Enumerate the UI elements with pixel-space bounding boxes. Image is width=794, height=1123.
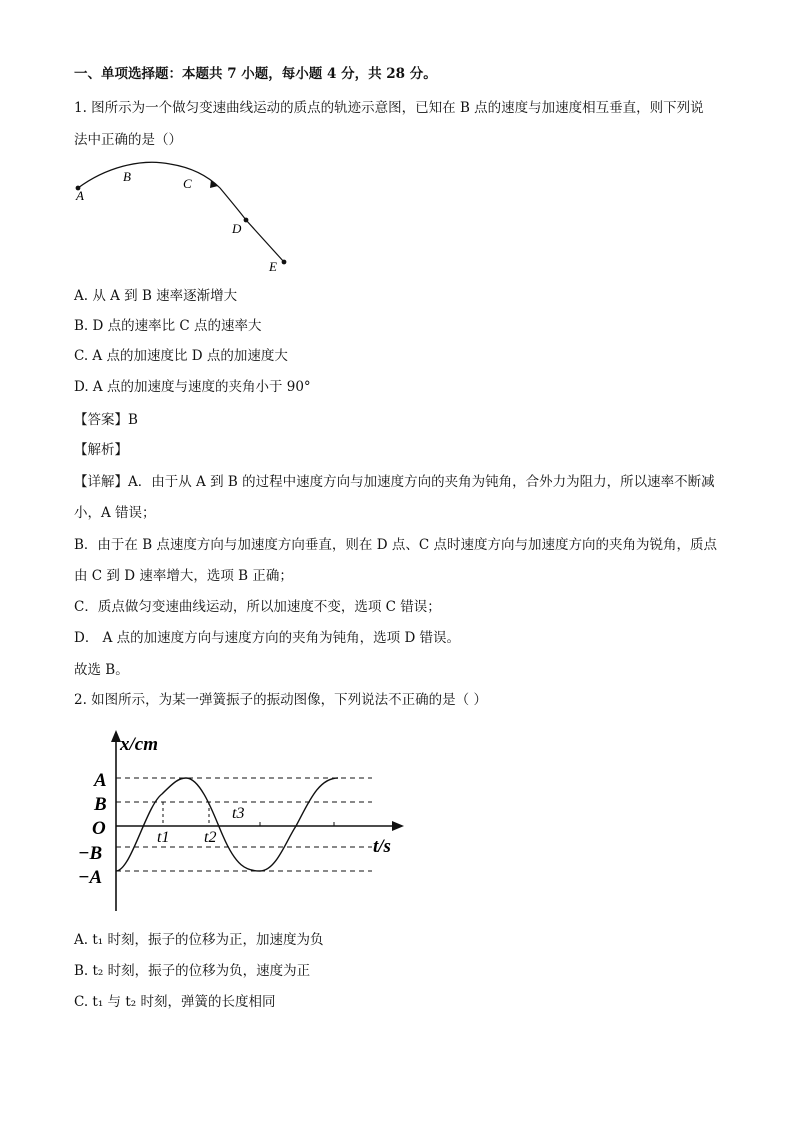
q1-detail-line1: 【详解】A．由于从 A 到 B 的过程中速度方向与加速度方向的夹角为钝角，合外力为阻力，所以速率不断减 — [74, 474, 715, 490]
point-b-label: B — [123, 169, 131, 184]
q1-option-b: B. D 点的速率比 C 点的速率大 — [74, 318, 262, 334]
q1-option-a: A. 从 A 到 B 速率逐渐增大 — [74, 288, 238, 304]
y-label-neg-a: −A — [78, 867, 103, 888]
trajectory-figure — [70, 150, 300, 275]
point-d-label: D — [232, 221, 242, 236]
q2-option-b: B. t₂ 时刻，振子的位移为负，速度为正 — [74, 963, 311, 979]
q1-analysis-label: 【解析】 — [74, 442, 128, 458]
q2-stem: 2. 如图所示，为某一弹簧振子的振动图像，下列说法不正确的是（ ） — [74, 692, 487, 708]
q1-stem-line1: 1. 图所示为一个做匀变速曲线运动的质点的轨迹示意图，已知在 B 点的速度与加速度相互垂直，则下列说 — [74, 100, 704, 116]
section-title: 一、单项选择题：本题共 7 小题，每小题 4 分，共 28 分。 — [74, 66, 437, 82]
y-label-a: A — [94, 770, 107, 791]
vibration-graph — [76, 726, 416, 916]
x-axis-label: t/s — [373, 836, 391, 857]
point-c-label: C — [183, 176, 192, 191]
q1-detail-line4: 由 C 到 D 速率增大，选项 B 正确； — [74, 568, 293, 584]
q1-detail-line5: C．质点做匀变速曲线运动，所以加速度不变，选项 C 错误； — [74, 599, 441, 615]
y-label-o: O — [92, 818, 106, 839]
point-d-dot — [244, 218, 249, 223]
x-axis-arrow — [392, 821, 404, 831]
point-a-label: A — [76, 188, 84, 203]
y-label-b: B — [94, 794, 107, 815]
q2-option-c: C. t₁ 与 t₂ 时刻，弹簧的长度相同 — [74, 994, 276, 1010]
t2-label: t2 — [204, 829, 217, 846]
t1-label: t1 — [157, 829, 170, 846]
trajectory-curve — [78, 162, 284, 262]
vibration-curve-tail — [116, 778, 338, 871]
point-e-dot — [282, 260, 287, 265]
t3-label: t3 — [232, 805, 245, 822]
q2-option-a: A. t₁ 时刻，振子的位移为正，加速度为负 — [74, 932, 324, 948]
q1-detail-line3: B．由于在 B 点速度方向与加速度方向垂直，则在 D 点、C 点时速度方向与加速度方向的夹角为锐角，质点 — [74, 537, 717, 553]
q1-option-c: C. A 点的加速度比 D 点的加速度大 — [74, 348, 288, 364]
q1-detail-line6: D． A 点的加速度方向与速度方向的夹角为钝角，选项 D 错误。 — [74, 630, 461, 646]
direction-arrow — [210, 180, 218, 188]
q1-stem-line2: 法中正确的是（） — [74, 132, 182, 148]
q1-detail-line7: 故选 B。 — [74, 662, 129, 678]
y-axis-label: x/cm — [120, 734, 158, 755]
q1-option-d: D. A 点的加速度与速度的夹角小于 90° — [74, 379, 311, 395]
q1-detail-line2: 小，A 错误； — [74, 505, 156, 521]
point-e-label: E — [269, 259, 277, 274]
y-label-neg-b: −B — [78, 843, 103, 864]
q1-answer: 【答案】B — [74, 412, 138, 428]
